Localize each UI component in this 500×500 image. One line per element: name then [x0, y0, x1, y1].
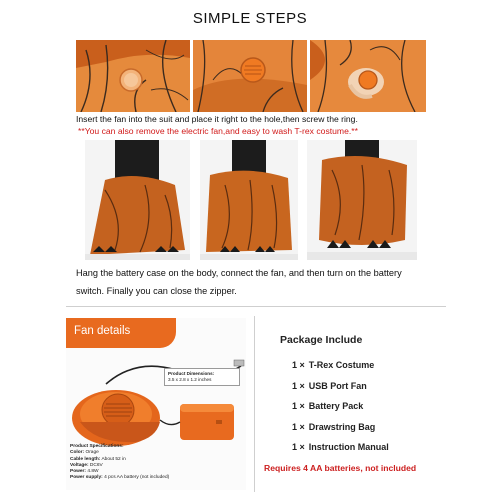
specs-title: Product Specifications: — [70, 444, 124, 449]
spec-row: Color: Orage — [70, 450, 99, 456]
list-item: 1 × USB Port Fan — [292, 380, 367, 391]
fan-details-panel — [66, 318, 246, 490]
product-dimensions-box — [164, 368, 240, 386]
step-2-instruction-line-1: Hang the battery case on the body, connect the fan, and then turn on the battery — [76, 268, 402, 278]
wash-note: **You can also remove the electric fan,and easy to wash T-rex costume.** — [78, 126, 358, 136]
step-1-instruction: Insert the fan into the suit and place it right to the hole,then screw the ring. — [76, 114, 358, 124]
package-include-title: Package Include — [280, 334, 363, 346]
page-title: SIMPLE STEPS — [192, 10, 308, 27]
spec-row: Voltage: DC6V — [70, 462, 103, 468]
list-item: 1 × Drawstring Bag — [292, 421, 376, 432]
spec-row: Cable length: About 52 in — [70, 456, 126, 462]
step-photo-fan-inserted — [193, 40, 307, 112]
fan-details-title: Fan details — [74, 325, 131, 337]
product-specifications — [70, 444, 242, 482]
step-photo-suit-worn — [307, 140, 417, 260]
step-photo-putting-on-suit — [85, 140, 190, 260]
step-photo-holding-suit — [200, 140, 298, 260]
fan-product-image — [66, 348, 246, 448]
step-2-instruction-line-2: switch. Finally you can close the zipper. — [76, 286, 237, 296]
fan-details-header — [66, 318, 176, 348]
vertical-divider — [254, 316, 255, 492]
dimensions-value: 3.5 x 2.8 x 1.2 inches — [168, 377, 212, 382]
spec-row: Power supply: 4 pcs AA battery (not included) — [70, 475, 170, 481]
section-divider — [66, 306, 446, 307]
package-items-list — [292, 360, 389, 463]
step-photo-fan-hole — [76, 40, 190, 112]
list-item: 1 × Battery Pack — [292, 401, 364, 411]
dimensions-label: Product Dimensions: — [168, 371, 215, 376]
step-photo-ring-screwed — [310, 40, 426, 112]
battery-requirement-note: Requires 4 AA batteries, not included — [264, 463, 417, 473]
list-item: 1 × T-Rex Costume — [292, 360, 375, 370]
spec-row: Power: 4.8W — [70, 469, 99, 475]
list-item: 1 × Instruction Manual — [292, 442, 389, 452]
